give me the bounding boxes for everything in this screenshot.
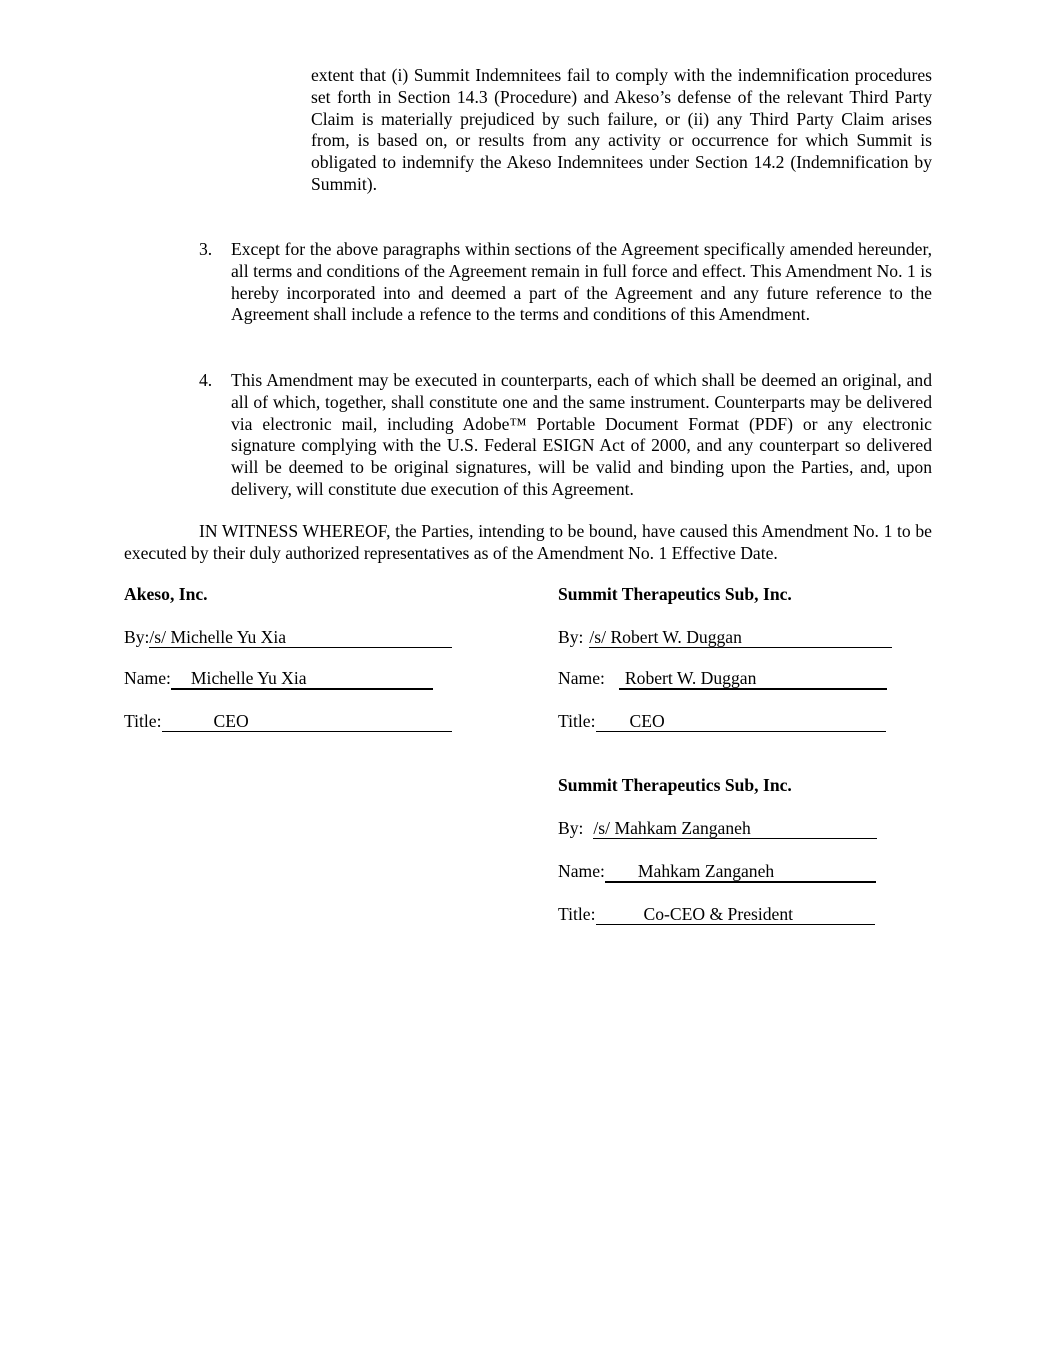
signature-by-value: /s/ Michelle Yu Xia [149, 628, 452, 648]
signature-title-value: CEO [162, 712, 452, 732]
title-label: Title: [558, 711, 596, 731]
name-label: Name: [124, 668, 171, 688]
signature-title-line [558, 711, 886, 732]
signature-name-value: Robert W. Duggan [619, 669, 887, 690]
signature-title-value: CEO [596, 712, 886, 732]
signature-by-value: /s/ Mahkam Zanganeh [593, 819, 877, 839]
by-label: By: [124, 627, 150, 647]
signatory-company: Akeso, Inc. [124, 584, 208, 604]
title-label: Title: [124, 711, 162, 731]
title-label: Title: [558, 904, 596, 924]
signature-name-value: Michelle Yu Xia [171, 669, 433, 690]
continuation-paragraph: extent that (i) Summit Indemnitees fail to comply with the indemnification procedures set forth in Section 14.3 (Procedure) and Akeso’s defense of the relevant Third Party Claim is materially prejudiced by such failure, or (ii) any Third Party Claim arises from, is based on, or results from any activity or occurrence for which Summit is obligated to indemnify the Akeso Indemnitees under Section 14.2 (Indemnification by Summit). [311, 65, 932, 194]
signature-by-line [124, 627, 452, 648]
name-label: Name: [558, 668, 605, 688]
signature-title-line [124, 711, 452, 732]
list-item-3 [199, 239, 932, 326]
signature-title-value: Co-CEO & President [596, 905, 875, 925]
signature-by-line [558, 627, 892, 648]
signature-title-line [558, 904, 875, 925]
signatory-company: Summit Therapeutics Sub, Inc. [558, 775, 792, 795]
name-label: Name: [558, 861, 605, 881]
by-label: By: [558, 818, 584, 838]
by-label: By: [558, 627, 584, 647]
signatory-company: Summit Therapeutics Sub, Inc. [558, 584, 792, 604]
list-item-number: 4. [199, 370, 213, 390]
signature-by-value: /s/ Robert W. Duggan [589, 628, 892, 648]
list-item-text: This Amendment may be executed in counterparts, each of which shall be deemed an original, and all of which, together, shall constitute one and the same instrument. Counterparts may be delivered via electronic mail, including Adobe™ Portable Document Format (PDF) or any electronic signature complying with the U.S. Federal ESIGN Act of 2000, and any counterpart so delivered will be deemed to be original signatures, will be valid and binding upon the Parties, and, upon delivery, will constitute due execution of this Agreement. [231, 370, 932, 499]
signature-name-line [558, 668, 887, 690]
list-item-4 [199, 370, 932, 501]
signature-by-line [558, 818, 877, 839]
list-item-text: Except for the above paragraphs within sections of the Agreement specifically amended hereunder, all terms and conditions of the Agreement remain in full force and effect. This Amendment No. 1 is hereby incorporated into and deemed a part of the Agreement and any future reference to the Agreement shall include a refence to the terms and conditions of this Amendment. [231, 239, 932, 325]
list-item-number: 3. [199, 239, 213, 259]
witness-paragraph: IN WITNESS WHEREOF, the Parties, intending to be bound, have caused this Amendment No. 1 to be executed by their duly authorized representatives as of the Amendment No. 1 Effective Date. [124, 521, 932, 563]
signature-name-line [558, 861, 876, 883]
signature-name-line [124, 668, 433, 690]
signature-name-value: Mahkam Zanganeh [605, 862, 876, 883]
